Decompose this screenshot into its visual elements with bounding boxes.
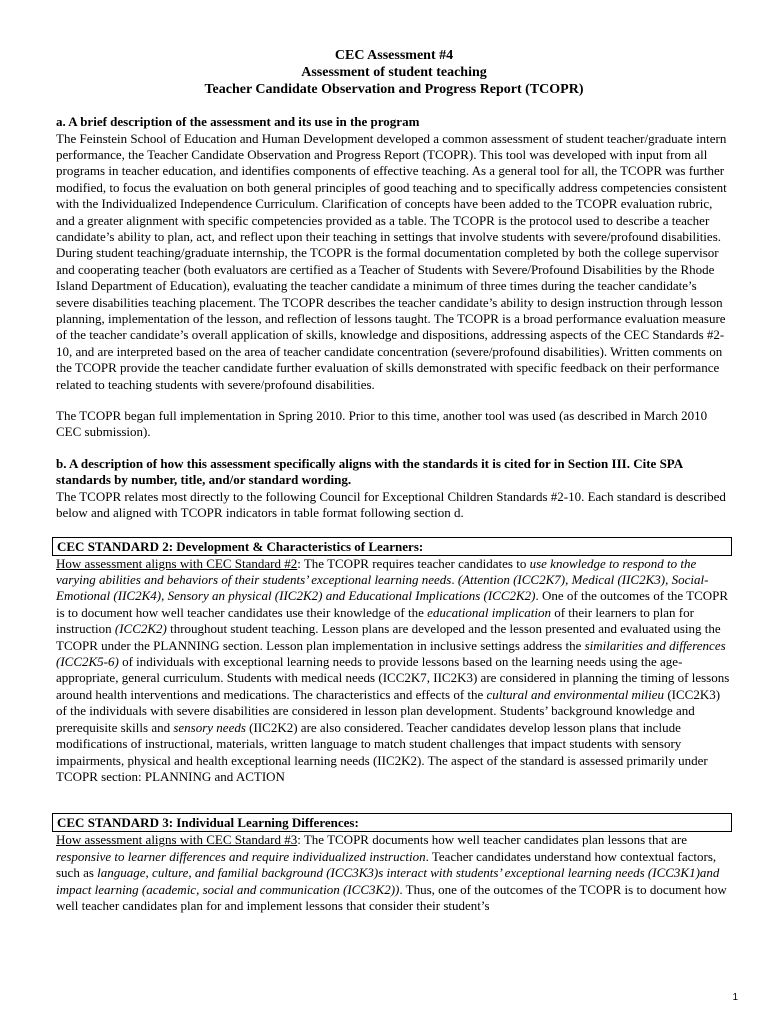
document-title	[56, 47, 732, 98]
text-run: (IIC2K2) are also considered. Teacher candidates develop lesson plans that include modifications of instructional, materials, written language to match student challenges that impact students with sensory impairments, physical and health exceptional learning needs (IIC2K2). The aspect of the standard is assessed primarily under TCOPR section: PLANNING and ACTION	[56, 719, 708, 784]
text-run: : The TCOPR documents how well teacher candidates plan lessons that are	[297, 832, 688, 848]
text-run: (ICC2K3) of the individuals with severe disabilities are considered in lesson plan development. Students’ background knowledge and prerequisite skills and	[56, 686, 721, 735]
section-b-paragraph: The TCOPR relates most directly to the following Council for Exceptional Children Standards #2-10. Each standard is described below and aligned with TCOPR indicators in table format following section d.	[56, 488, 726, 521]
section-b-heading: b. A description of how this assessment specifically aligns with the standards it is cited for in Section III. Cite SPA standards by number, title, and/or standard wording.	[56, 455, 683, 488]
standard-3-paragraph	[56, 832, 732, 914]
text-run-italic: responsive to learner differences and require individualized instruction	[56, 848, 426, 864]
section-a-paragraph-1: The Feinstein School of Education and Human Development developed a common assessment of student teacher/graduate intern performance, the Teacher Candidate Observation and Progress Report (TCOPR). This tool was developed with input from all programs in teacher education, and identifies components of effective teaching. As a general tool for all, the TCOPR was further modified, to focus the evaluation on both general principles of good teaching and to specifically address competencies consistent with the Individualized Independence Curriculum. Clarification of concepts have been added to the TCOPR evaluation rubric, and a greater alignment with specific competencies provided as a table. The TCOPR is the protocol used to describe a teacher candidate’s ability to plan, act, and reflect upon their teaching in settings that involve students with severe/profound disabilities. During student teaching/graduate internship, the TCOPR is the formal documentation completed by both the college supervisor and cooperating teacher (both evaluators are certified as a Teacher of Students with Severe/Profound Disabilities by the Rhode Island Department of Education), evaluating the teacher candidate a minimum of three times during the teacher candidate’s severe disabilities teaching placement. The TCOPR describes the teacher candidate’s ability to design instruction through lesson planning, implementation of the lesson, and reflection of lessons taught. The TCOPR is a broad performance evaluation measure of the teacher candidate’s overall application of skills, knowledge and dispositions, addressing aspects of the CEC Standards #2-10, and are interpreted based on the area of teacher candidate concentration (severe/profound disabilities). Written comments on the TCOPR provide the teacher candidate further evaluation of skills demonstrated with specific feedback on their performance related to teaching students with severe/profound disabilities.	[56, 130, 727, 392]
text-run-italic: educational implication	[427, 604, 551, 620]
standard-2-alignment-label: How assessment aligns with CEC Standard #2	[56, 555, 298, 571]
page-content	[56, 47, 732, 914]
text-run-italic: sensory needs	[173, 719, 246, 735]
title-line-1: CEC Assessment #4	[334, 48, 454, 63]
text-run-italic: cultural and environmental milieu	[486, 686, 665, 702]
text-run: : The TCOPR requires teacher candidates to	[297, 555, 530, 571]
text-run: . Teacher candidates understand how contextual factors, such as	[56, 848, 717, 881]
text-run-italic: (Attention (ICC2K7), Medical (IIC2K3), Social-Emotional (IIC2K4), Sensory an physical (IIC2K2) and Educational Implications (ICC2K2)	[56, 572, 709, 604]
text-run-italic: similarities and differences (ICC2K5-6)	[56, 637, 726, 670]
standard-2-box: CEC STANDARD 2: Development & Characteristics of Learners:	[52, 537, 732, 556]
section-a-paragraph-2: The TCOPR began full implementation in Spring 2010. Prior to this time, another tool was used (as described in March 2010 CEC submission).	[56, 408, 708, 440]
text-run-italic: language, culture, and familial background (ICC3K3)s interact with students’ exceptional learning needs (ICC3K1)and impact learning (academic, social and communication (ICC3K2))	[56, 865, 720, 897]
text-run: of individuals with exceptional learning needs to provide lessons based on the learning needs using the age-appropriate, general curriculum. Students with medical needs (ICC2K7, IIC2K3) are considered in planning the timing of lessons around health interventions and medications. The characteristics and effects of the	[56, 654, 730, 702]
section-a-heading: a. A brief description of the assessment and its use in the program	[56, 114, 420, 129]
standard-3-alignment-label: How assessment aligns with CEC Standard #3	[56, 832, 298, 848]
title-line-2: Assessment of student teaching	[301, 65, 487, 80]
text-run: .	[451, 572, 458, 588]
standard-2-paragraph	[56, 556, 732, 786]
page-number: 1	[732, 992, 738, 1003]
text-run: throughout student teaching. Lesson plans are developed and the lesson presented and evaluated using the TCOPR under the PLANNING section. Lesson plan implementation in inclusive settings address the	[56, 621, 721, 653]
standard-3-box: CEC STANDARD 3: Individual Learning Differences:	[52, 813, 732, 832]
text-run: . Thus, one of the outcomes of the TCOPR is to document how well teacher candidates plan for and implement lessons that consider their student’s	[56, 881, 727, 913]
title-line-3: Teacher Candidate Observation and Progress Report (TCOPR)	[204, 82, 584, 97]
text-run-italic: (ICC2K2)	[114, 621, 167, 637]
text-run: of their learners to plan for instruction	[56, 604, 694, 637]
text-run: . One of the outcomes of the TCOPR is to document how well teacher candidates use their knowledge of the	[56, 588, 729, 620]
text-run-italic: use knowledge to respond to the varying abilities and behaviors of their students’ exceptional learning needs	[56, 555, 697, 588]
